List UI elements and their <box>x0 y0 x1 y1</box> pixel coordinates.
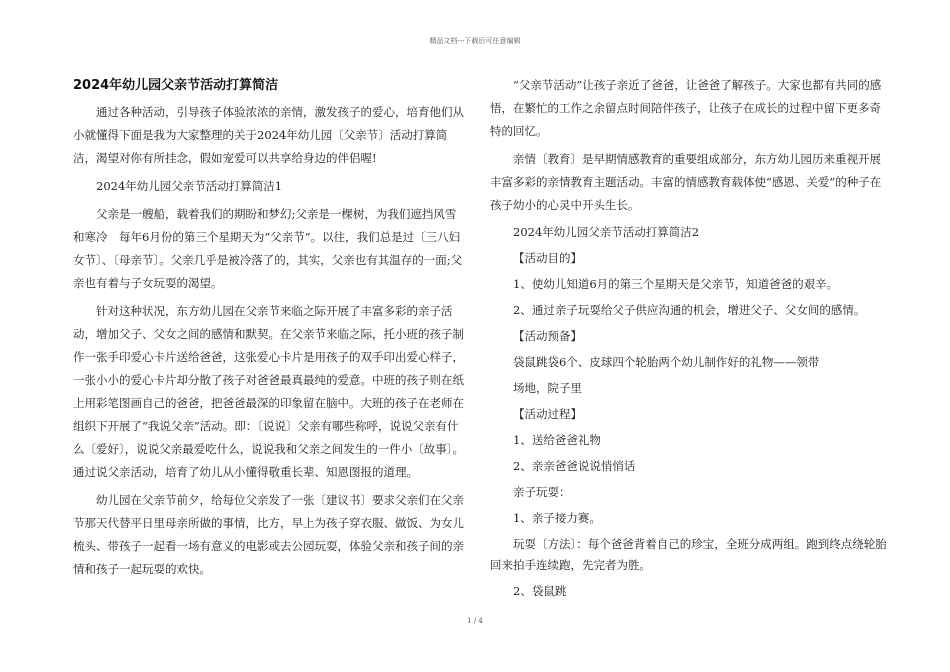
paragraph: 亲子玩耍： <box>513 485 571 499</box>
list-item: 2、袋鼠跳 <box>513 584 567 598</box>
paragraph: 通过各种活动，引导孩子体验浓浓的亲情，激发孩子的爱心，培育他们从小就懂得下面是我为大家整理的关于2024年幼儿园〔父亲节〕活动打算简洁，渴望对你有所挂念，假如宠爱可以共享给身边的伴侣喔! <box>73 105 464 165</box>
list-item: 2、亲亲爸爸说说悄悄话 <box>513 459 636 473</box>
section-heading: 2024年幼儿园父亲节活动打算简洁1 <box>96 179 283 193</box>
bracket-heading: 【活动预备】 <box>513 329 582 343</box>
paragraph: 袋鼠跳袋6个、皮球四个轮胎两个幼儿制作好的礼物——领带 <box>513 355 820 369</box>
list-item: 1、使幼儿知道6月的第三个星期天是父亲节，知道爸爸的艰辛。 <box>513 277 839 291</box>
page-number: 1 / 4 <box>467 617 483 625</box>
paragraph: 父亲是一艘船，载着我们的期盼和梦幻;父亲是一棵树，为我们遮挡风雪和寒冷 每年6月份的第三个星期天为“父亲节”。以往，我们总是过〔三八妇女节〕、〔母亲节〕。父亲几乎是被冷落了的，其实，父亲也有其温存的一面;父亲也有着与子女玩耍的渴望。 <box>73 207 463 290</box>
list-item: 1、送给爸爸礼物 <box>513 433 601 447</box>
right-column <box>490 74 890 607</box>
paragraph: 幼儿园在父亲节前夕，给每位父亲发了一张〔建议书〕要求父亲们在父亲节那天代替平日里母亲所做的事情，比方，早上为孩子穿衣服、做饭、为女儿梳头、带孩子一起看一场有意义的电影或去公园玩耍，体验父亲和孩子间的亲情和孩子一起玩耍的欢快。 <box>73 493 464 576</box>
list-item: 2、通过亲子玩耍给父子供应沟通的机会，增进父子、父女间的感情。 <box>513 303 866 317</box>
section-heading: 2024年幼儿园父亲节活动打算简洁2 <box>513 225 700 239</box>
left-column <box>73 74 465 586</box>
paragraph: 亲情〔教育〕是早期情感教育的重要组成部分，东方幼儿园历来重视开展丰富多彩的亲情教育主题活动。丰富的情感教育载体使“感恩、关爱”的种子在孩子幼小的心灵中开头生长。 <box>490 152 882 212</box>
bracket-heading: 【活动过程】 <box>513 407 582 421</box>
document-title: 2024年幼儿园父亲节活动打算简洁 <box>73 78 279 93</box>
bracket-heading: 【活动目的】 <box>513 251 582 265</box>
paragraph: “父亲节活动”让孩子亲近了爸爸，让爸爸了解孩子。大家也都有共同的感悟，在繁忙的工作之余留点时间陪伴孩子，让孩子在成长的过程中留下更多奇特的回忆。 <box>490 78 882 138</box>
page-header: 精品文档---下载后可任意编辑 <box>429 37 521 45</box>
list-item: 1、亲子接力赛。 <box>513 511 601 525</box>
paragraph: 场地，院子里 <box>513 381 582 395</box>
paragraph: 玩耍〔方法〕：每个爸爸背着自己的珍宝，全班分成两组。跑到终点绕轮胎回来拍手连续跑，先完者为胜。 <box>490 537 887 572</box>
paragraph: 针对这种状况，东方幼儿园在父亲节来临之际开展了丰富多彩的亲子活动，增加父子、父女之间的感情和默契。在父亲节来临之际，托小班的孩子制作一张手印爱心卡片送给爸爸，这张爱心卡片是用孩子的双手印出爱心样子，一张小小的爱心卡片却分散了孩子对爸爸最真最纯的爱意。中班的孩子则在纸上用彩笔图画自己的爸爸，把爸爸最深的印象留在脑中。大班的孩子在老师在组织下开展了“我说父亲”活动。即：〔说说〕父亲有哪些称呼，说说父亲有什么〔爱好〕，说说父亲最爱吃什么，说说我和父亲之间发生的一件小〔故事〕。通过说父亲活动，培育了幼儿从小懂得敬重长辈、知恩图报的道理。 <box>73 304 464 479</box>
